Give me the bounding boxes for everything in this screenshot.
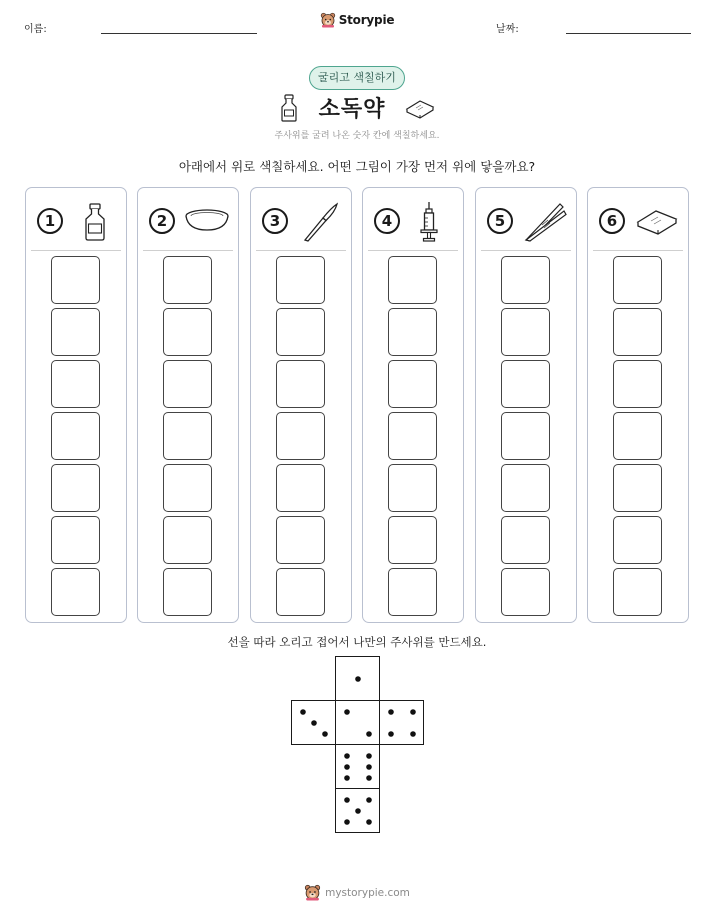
gauze-pad-icon xyxy=(405,97,435,119)
dice-face-6 xyxy=(335,744,380,789)
column-header xyxy=(363,202,463,242)
column-number: 6 xyxy=(599,208,625,234)
color-cell-4[interactable] xyxy=(163,412,212,460)
gauze-pad-icon xyxy=(634,202,680,242)
color-cell-5[interactable] xyxy=(163,360,212,408)
color-cell-3[interactable] xyxy=(613,464,662,512)
color-cell-3[interactable] xyxy=(51,464,100,512)
name-label: 이름: xyxy=(24,24,47,35)
subtitle: 주사위를 굴려 나온 숫자 칸에 색칠하세요. xyxy=(274,131,440,141)
column-divider xyxy=(481,250,571,251)
footer-url[interactable]: mystorypie.com xyxy=(325,886,410,899)
color-cell-6[interactable] xyxy=(276,308,325,356)
instruction: 아래에서 위로 색칠하세요. 어떤 그림이 가장 먼저 위에 닿을까요? xyxy=(178,159,536,174)
color-cell-5[interactable] xyxy=(276,360,325,408)
color-cell-5[interactable] xyxy=(51,360,100,408)
medicine-bottle-icon xyxy=(72,202,118,242)
tweezers-icon xyxy=(522,202,568,242)
cut-instruction: 선을 따라 오리고 접어서 나만의 주사위를 만드세요. xyxy=(227,635,487,649)
color-cell-6[interactable] xyxy=(388,308,437,356)
medicine-bottle-icon xyxy=(279,94,299,122)
dice-face-4 xyxy=(379,700,424,745)
color-cell-7[interactable] xyxy=(51,256,100,304)
column-divider xyxy=(368,250,458,251)
brand-logo xyxy=(0,12,714,32)
column-number: 3 xyxy=(262,208,288,234)
column-divider xyxy=(143,250,233,251)
scalpel-icon xyxy=(297,202,343,242)
color-cell-6[interactable] xyxy=(51,308,100,356)
color-cell-1[interactable] xyxy=(163,568,212,616)
bear-mascot-icon xyxy=(320,12,336,28)
color-cell-4[interactable] xyxy=(276,412,325,460)
activity-badge: 굴리고 색칠하기 xyxy=(309,66,405,90)
color-cell-7[interactable] xyxy=(501,256,550,304)
page-title: 소독약 xyxy=(318,97,386,122)
dice-face-1 xyxy=(335,656,380,701)
color-cell-4[interactable] xyxy=(51,412,100,460)
column-header xyxy=(588,202,688,242)
footer xyxy=(0,884,714,905)
brand-name: Storypie xyxy=(338,13,395,27)
race-column-4 xyxy=(362,187,464,623)
color-cell-3[interactable] xyxy=(276,464,325,512)
race-column-6 xyxy=(587,187,689,623)
column-number: 5 xyxy=(487,208,513,234)
color-cell-3[interactable] xyxy=(501,464,550,512)
bear-mascot-icon xyxy=(304,884,321,901)
color-cell-2[interactable] xyxy=(51,516,100,564)
dice-face-5 xyxy=(335,788,380,833)
syringe-icon xyxy=(409,202,455,242)
color-cell-5[interactable] xyxy=(613,360,662,408)
color-cell-6[interactable] xyxy=(501,308,550,356)
title-row xyxy=(0,92,714,123)
color-cell-4[interactable] xyxy=(501,412,550,460)
color-cell-6[interactable] xyxy=(163,308,212,356)
column-header xyxy=(476,202,576,242)
race-column-1 xyxy=(25,187,127,623)
color-cell-3[interactable] xyxy=(388,464,437,512)
race-column-2 xyxy=(137,187,239,623)
color-cell-6[interactable] xyxy=(613,308,662,356)
color-cell-4[interactable] xyxy=(388,412,437,460)
color-cell-1[interactable] xyxy=(501,568,550,616)
color-cell-5[interactable] xyxy=(501,360,550,408)
color-cell-7[interactable] xyxy=(388,256,437,304)
column-header xyxy=(26,202,126,242)
color-cell-2[interactable] xyxy=(501,516,550,564)
color-cell-1[interactable] xyxy=(51,568,100,616)
color-cell-7[interactable] xyxy=(163,256,212,304)
column-header xyxy=(138,202,238,242)
color-cell-2[interactable] xyxy=(388,516,437,564)
dice-face-2 xyxy=(335,700,380,745)
color-cell-7[interactable] xyxy=(276,256,325,304)
bowl-icon xyxy=(184,202,230,242)
column-number: 2 xyxy=(149,208,175,234)
column-divider xyxy=(256,250,346,251)
column-divider xyxy=(31,250,121,251)
color-cell-4[interactable] xyxy=(613,412,662,460)
column-divider xyxy=(593,250,683,251)
color-cell-3[interactable] xyxy=(163,464,212,512)
color-cell-1[interactable] xyxy=(613,568,662,616)
color-cell-2[interactable] xyxy=(163,516,212,564)
color-cell-2[interactable] xyxy=(613,516,662,564)
color-cell-7[interactable] xyxy=(613,256,662,304)
race-column-5 xyxy=(475,187,577,623)
color-cell-2[interactable] xyxy=(276,516,325,564)
date-line[interactable] xyxy=(566,33,691,34)
color-cell-1[interactable] xyxy=(276,568,325,616)
date-label: 날짜: xyxy=(496,24,519,35)
color-cell-1[interactable] xyxy=(388,568,437,616)
race-column-3 xyxy=(250,187,352,623)
name-line[interactable] xyxy=(101,33,257,34)
dice-face-3 xyxy=(291,700,336,745)
column-header xyxy=(251,202,351,242)
color-cell-5[interactable] xyxy=(388,360,437,408)
column-number: 1 xyxy=(37,208,63,234)
column-number: 4 xyxy=(374,208,400,234)
